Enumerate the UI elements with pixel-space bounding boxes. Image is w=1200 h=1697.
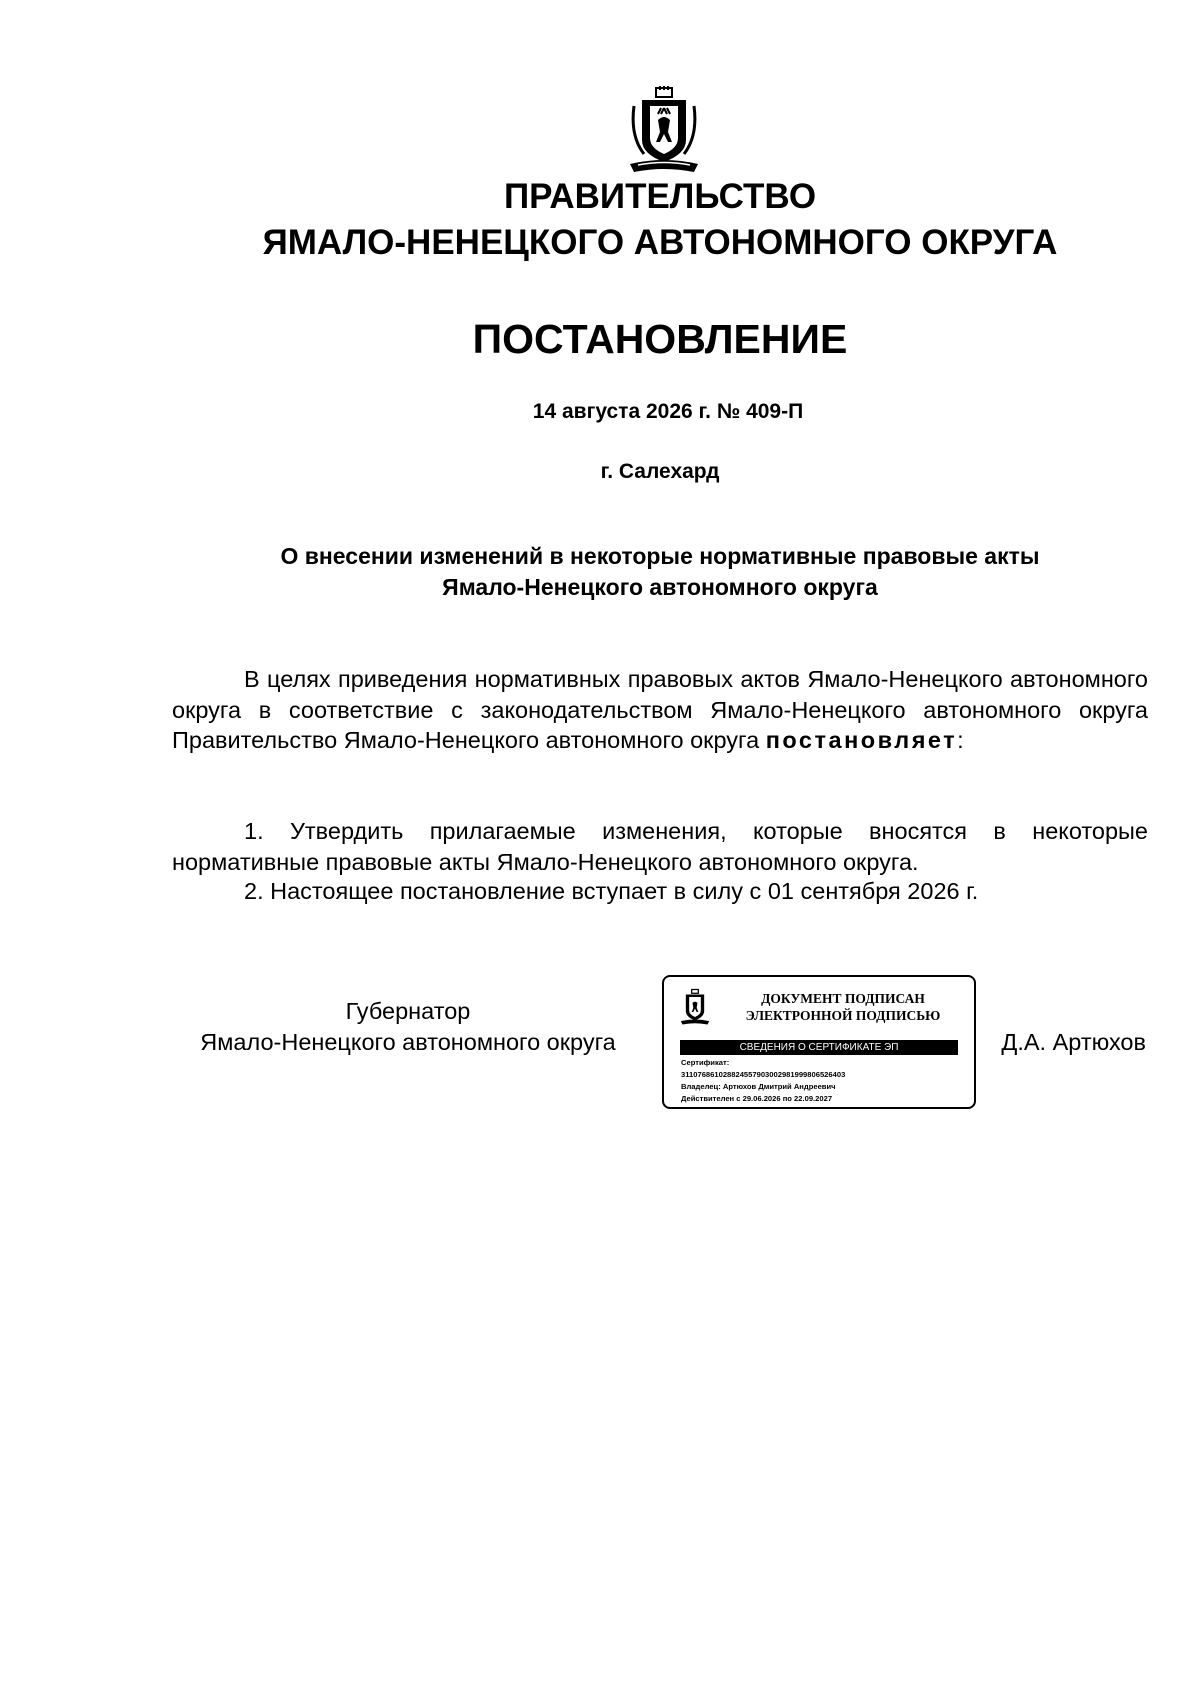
- item-1-paragraph: [172, 816, 1148, 877]
- esign-title: [720, 990, 966, 1024]
- document-city: г. Салехард: [600, 460, 720, 483]
- esign-certificate-details: [681, 1057, 966, 1105]
- document-type: ПОСТАНОВЛЕНИЕ: [472, 316, 848, 362]
- resolves-word: постановляет: [765, 727, 958, 753]
- subject-line1: О внесении изменений в некоторые нормативные правовые акты: [280, 543, 1040, 569]
- resolves-colon: :: [957, 727, 964, 753]
- esign-cert-number: 311076861028824557903002981999806526403: [681, 1070, 846, 1079]
- coat-of-arms-icon: [680, 987, 710, 1027]
- preamble-text: В целях приведения нормативных правовых актов Ямало-Ненецкого автономного округа в соответствие с законодательством Ямало-Ненецкого автономного округа Правительство Ямало-Ненецкого автономного округа: [172, 666, 1148, 753]
- document-date-number: 14 августа 2026 г. № 409-П: [532, 400, 804, 423]
- esign-cert-label: Сертификат:: [681, 1058, 730, 1067]
- signer-role-line2: Ямало-Ненецкого автономного округа: [200, 1029, 616, 1055]
- esign-owner: Владелец: Артюхов Дмитрий Андреевич: [681, 1082, 836, 1091]
- esign-title-line1: ДОКУМЕНТ ПОДПИСАН: [761, 991, 925, 1006]
- item-2-paragraph: [172, 876, 1148, 907]
- item-1-text: 1. Утвердить прилагаемые изменения, которые вносятся в некоторые нормативные правовые акты Ямало-Ненецкого автономного округа.: [172, 818, 1148, 875]
- government-title-line2: ЯМАЛО-НЕНЕЦКОГО АВТОНОМНОГО ОКРУГА: [262, 223, 1058, 262]
- subject-line2: Ямало-Ненецкого автономного округа: [442, 574, 878, 600]
- government-title-line1: ПРАВИТЕЛЬСТВО: [503, 177, 817, 216]
- document-subject: [172, 541, 1148, 603]
- item-2-text: 2. Настоящее постановление вступает в силу с 01 сентября 2026 г.: [244, 878, 979, 904]
- coat-of-arms-icon: [628, 86, 700, 174]
- electronic-signature-stamp: [662, 975, 976, 1109]
- signer-role: [172, 996, 644, 1058]
- preamble-paragraph: [172, 664, 1148, 756]
- signer-role-line1: Губернатор: [345, 998, 471, 1024]
- esign-certificate-header: СВЕДЕНИЯ О СЕРТИФИКАТЕ ЭП: [680, 1040, 958, 1055]
- signer-name: Д.А. Артюхов: [1001, 1029, 1146, 1055]
- esign-title-line2: ЭЛЕКТРОННОЙ ПОДПИСЬЮ: [745, 1008, 941, 1023]
- esign-valid: Действителен с 29.06.2026 по 22.09.2027: [681, 1094, 833, 1103]
